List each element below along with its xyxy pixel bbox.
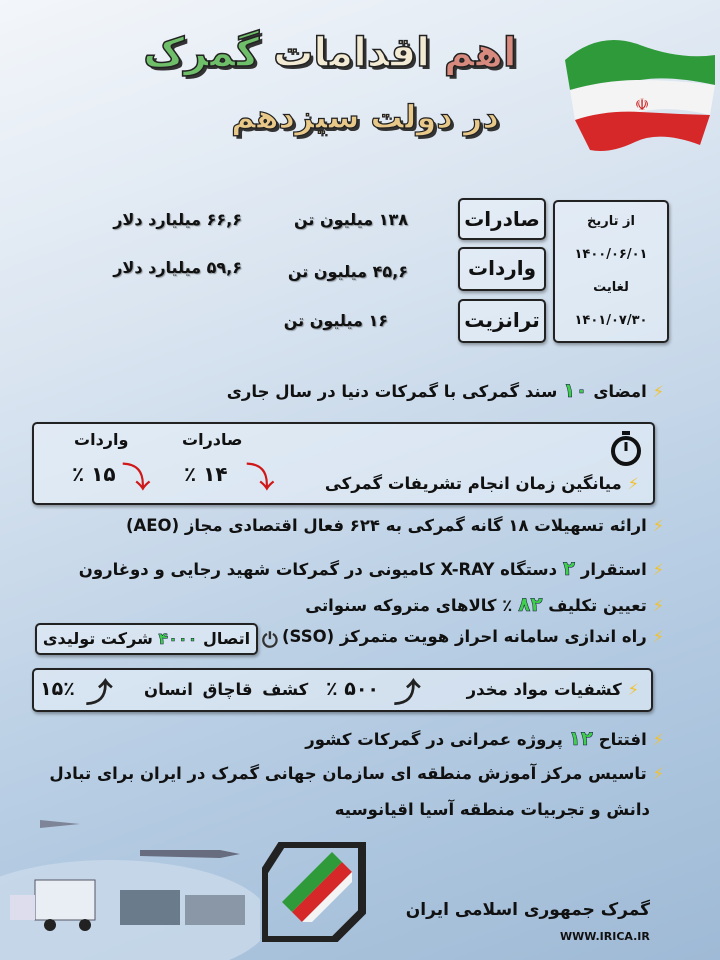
bolt-icon: ⚡ <box>652 382 664 401</box>
text: تعیین تکلیف <box>548 596 647 615</box>
period-from-date: ۱۴۰۰/۰۶/۰۱ <box>574 247 648 262</box>
text: دستگاه X-RAY کامیونی در گمرکات شهید رجایی و دوغارون <box>78 560 558 579</box>
drugs-label <box>467 680 639 699</box>
highlight-number: ۴۰۰۰ <box>158 629 198 648</box>
sso-connection-box <box>35 623 258 655</box>
bolt-icon: ⚡ <box>652 516 664 535</box>
text: ٪ کالاهای متروکه سنواتی <box>305 596 513 615</box>
agreements-item <box>227 378 664 402</box>
highlight-number: ۲ <box>562 556 576 580</box>
clearance-exports-value: ۱۴ ٪ <box>184 462 228 486</box>
seizures-box <box>32 668 653 712</box>
exports-tonnage: ۱۳۸ میلیون تن <box>293 210 408 229</box>
text: افتتاح <box>598 730 647 749</box>
sso-item <box>282 627 664 646</box>
svg-text:☫: ☫ <box>634 95 650 114</box>
bolt-icon: ⚡ <box>627 474 639 493</box>
bolt-icon: ⚡ <box>627 680 639 699</box>
period-box <box>553 200 669 343</box>
imports-value: ۵۹,۶ میلیارد دلار <box>113 258 242 277</box>
clearance-text <box>325 474 639 493</box>
bolt-icon: ⚡ <box>652 560 664 579</box>
bolt-icon: ⚡ <box>652 730 664 749</box>
text: سند گمرکی با گمرکات دنیا در سال جاری <box>226 382 558 401</box>
bolt-icon: ⚡ <box>652 596 664 615</box>
title-word-3: گمرک <box>143 30 260 76</box>
text: امضای <box>593 382 647 401</box>
website-url[interactable]: WWW.IRICA.IR <box>560 930 650 943</box>
customs-logo-icon <box>262 842 366 942</box>
arrow-up-icon: ⤴ <box>86 679 113 709</box>
clearance-imports-value: ۱۵ ٪ <box>72 462 116 486</box>
projects-item <box>305 726 664 750</box>
text: کشفیات مواد مخدر <box>466 680 622 699</box>
organization-name: گمرک جمهوری اسلامی ایران <box>405 900 650 920</box>
text: پروژه عمرانی در گمرکات کشور <box>305 730 563 749</box>
arrow-down-icon: ⤵ <box>122 461 151 494</box>
iran-flag-icon <box>560 30 720 155</box>
title-word-1: اهم <box>443 30 517 76</box>
training-item-line2: دانش و تجربیات منطقه آسیا اقیانوسیه <box>334 800 650 819</box>
text: استقرار <box>580 560 647 579</box>
arrow-down-icon: ⤵ <box>246 461 275 494</box>
logistics-collage-image <box>0 800 260 960</box>
page-subtitle: در دولت سیزدهم <box>231 98 499 136</box>
highlight-number: ۱۰ <box>563 378 588 402</box>
text: تاسیس مرکز آموزش منطقه ای سازمان جهانی گمرک در ایران برای تبادل <box>49 764 647 783</box>
text: راه اندازی سامانه احراز هویت متمرکز (SSO) <box>282 627 647 646</box>
bolt-icon: ⚡ <box>652 627 664 646</box>
clearance-exports-label: صادرات <box>182 430 243 449</box>
bolt-icon: ⚡ <box>652 764 664 783</box>
transit-label: ترانزیت <box>458 299 546 343</box>
clearance-imports-label: واردات <box>74 430 129 449</box>
aeo-item <box>126 516 664 535</box>
highlight-number: ۸۲ <box>518 592 543 616</box>
text: ارائه تسهیلات ۱۸ گانه گمرکی به ۶۲۴ فعال اقتصادی مجاز (AEO) <box>125 516 647 535</box>
text: اتصال <box>203 629 251 648</box>
exports-label: صادرات <box>458 198 546 240</box>
page-title <box>110 30 550 76</box>
highlight-number: ۱۲ <box>568 726 593 750</box>
smuggling-label: کشف قاچاق انسان <box>144 680 309 699</box>
text: میانگین زمان انجام تشریفات گمرکی <box>324 474 622 493</box>
plug-icon: ⏻ <box>262 628 278 652</box>
imports-tonnage: ۴۵,۶ میلیون تن <box>287 262 408 281</box>
title-word-2: اقدامات <box>273 30 430 76</box>
exports-value: ۶۶,۶ میلیارد دلار <box>113 210 242 229</box>
period-from-label: از تاریخ <box>587 214 635 229</box>
text: شرکت تولیدی <box>42 629 153 648</box>
imports-label: واردات <box>458 247 546 291</box>
training-item <box>49 764 664 783</box>
stopwatch-icon <box>609 430 643 466</box>
drugs-value: ۵۰۰ ٪ <box>326 678 380 700</box>
arrow-up-icon: ⤴ <box>394 679 421 709</box>
clearance-time-box <box>32 422 655 505</box>
period-to-date: ۱۴۰۱/۰۷/۳۰ <box>574 313 648 328</box>
period-to-label: لغایت <box>593 280 629 295</box>
smuggling-value: ۱۵٪ <box>40 678 75 700</box>
transit-tonnage: ۱۶ میلیون تن <box>283 311 388 330</box>
goods-item <box>305 592 664 616</box>
xray-item <box>79 556 664 580</box>
